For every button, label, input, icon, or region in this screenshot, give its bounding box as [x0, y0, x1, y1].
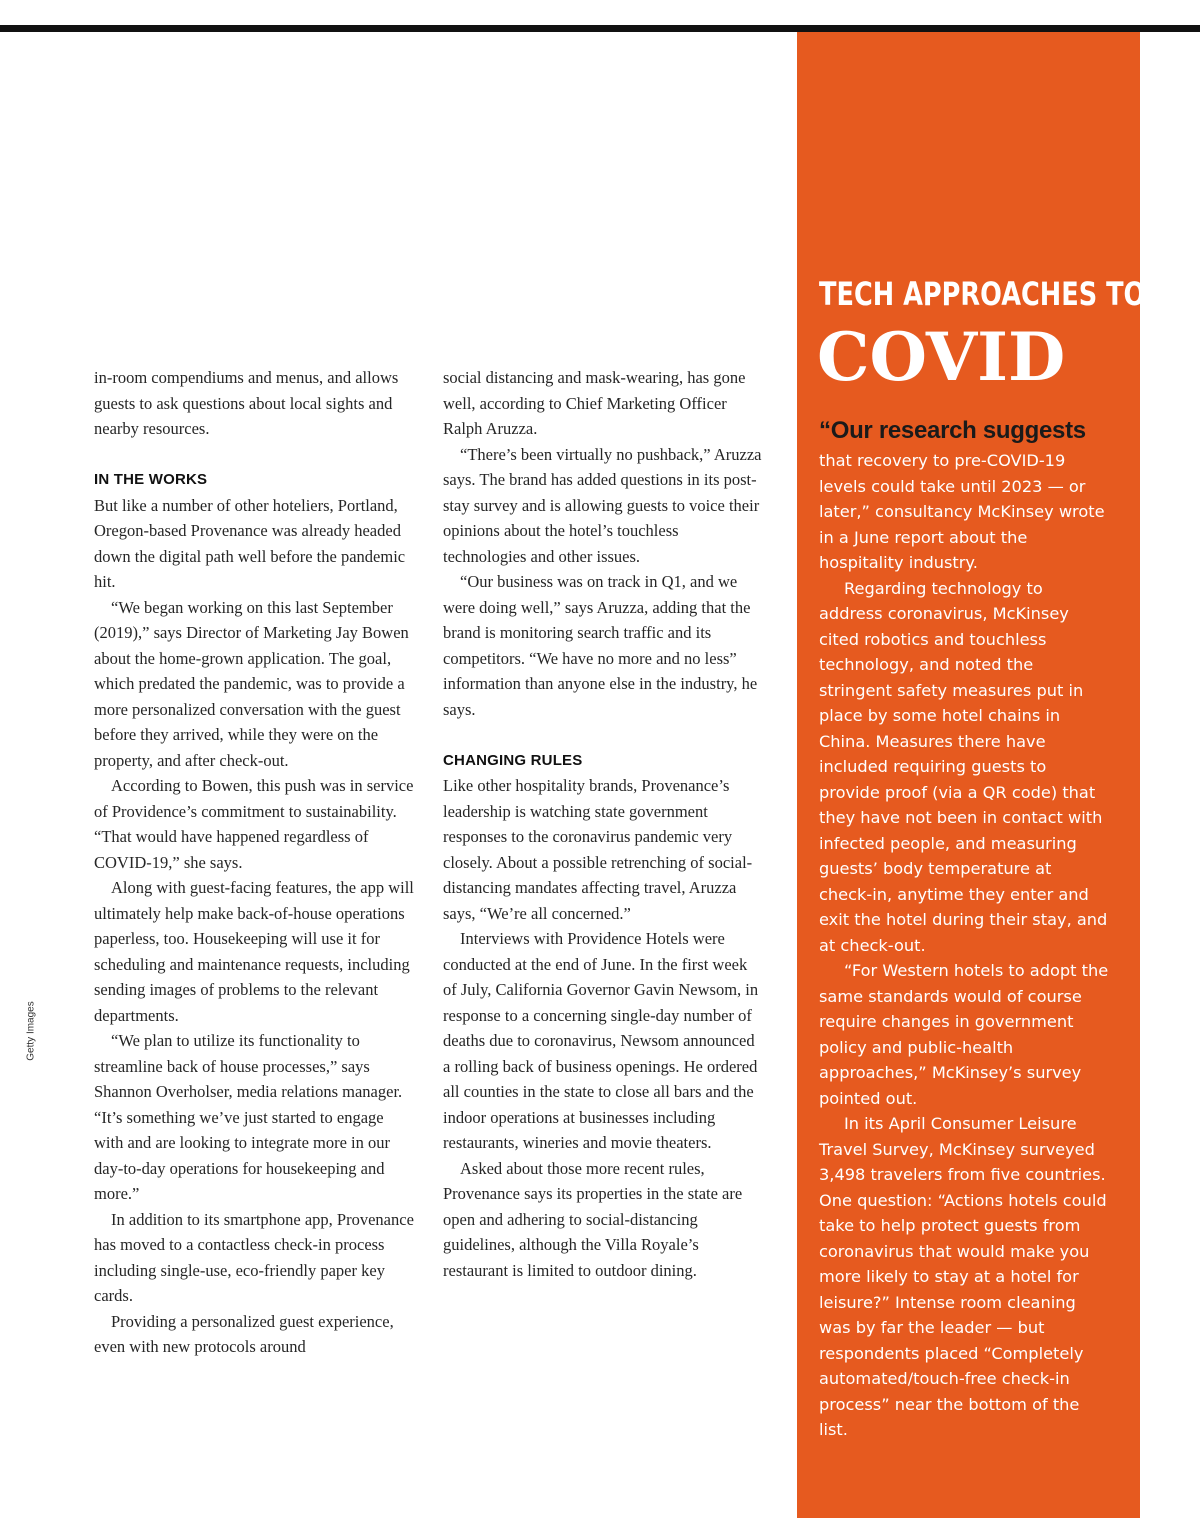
sidebar-title: COVID — [817, 318, 1066, 396]
section-heading-in-the-works: IN THE WORKS — [94, 471, 208, 488]
paragraph: Interviews with Providence Hotels were conducted at the end of June. In the first week of July, California Governor Gavin Newsom, in response to a concerning single-day number of deaths due to coronavirus, Newsom announced a rolling back of business openings. He ordered all counties in the state to close all bars and the indoor operations at businesses including restaurants, wineries and movie theaters. — [443, 929, 759, 1152]
paragraph: “We plan to utilize its functionality to streamline back of house processes,” says Shannon Overholser, media relations manager. “It’s something we’ve just started to engage with and are looking to integrate more in our day-to-day operations for housekeeping and more.” — [94, 1031, 403, 1203]
paragraph: Providing a personalized guest experience, even with new protocols around — [94, 1311, 394, 1356]
sidebar-body — [819, 414, 1109, 1443]
sidebar-kicker: TECH APPROACHES TO — [819, 275, 1146, 313]
sidebar-panel — [797, 32, 1146, 1518]
sidebar-paragraph: that recovery to pre-COVID-19 levels could take until 2023 — or later,” consultancy McKinsey wrote in a June report about the hospitality industry. — [819, 451, 1105, 572]
article-column-1 — [94, 365, 414, 1360]
paragraph: Like other hospitality brands, Provenance’s leadership is watching state government responses to the coronavirus pandemic very closely. About a possible retrenching of social-distancing mandates affecting travel, Aruzza says, “We’re all concerned.” — [443, 776, 753, 923]
sidebar-paragraph: Regarding technology to address coronavirus, McKinsey cited robotics and touchless technology, and noted the stringent safety measures put in place by some hotel chains in China. Measures there have included requiring guests to provide proof (via a QR code) that they have not been in contact with infected people, and measuring guests’ body temperature at check-in, anytime they enter and exit the hotel during their stay, and at check-out. — [819, 578, 1108, 955]
paragraph: In addition to its smartphone app, Provenance has moved to a contactless check-in process including single-use, eco-friendly paper key cards. — [94, 1209, 414, 1305]
paragraph: But like a number of other hoteliers, Portland, Oregon-based Provenance was already headed down the digital path well before the pandemic hit. — [94, 495, 406, 591]
paragraph: Along with guest-facing features, the app will ultimately help make back-of-house operations paperless, too. Housekeeping will use it for scheduling and maintenance requests, including sending images of problems to the relevant departments. — [94, 878, 414, 1025]
paragraph: “There’s been virtually no pushback,” Aruzza says. The brand has added questions in its post-stay survey and is allowing guests to voice their opinions about the hotel’s touchless technologies and other issues. — [443, 444, 762, 566]
section-heading-changing-rules: CHANGING RULES — [443, 751, 583, 769]
top-rule — [0, 25, 1200, 32]
paragraph: in-room compendiums and menus, and allows guests to ask questions about local sights and nearby resources. — [94, 368, 399, 438]
paragraph: “Our business was on track in Q1, and we were doing well,” says Aruzza, adding that the brand is monitoring search traffic and its competitors. “We have no more and no less” information than anyone else in the industry, he says. — [443, 572, 758, 719]
paragraph: Asked about those more recent rules, Provenance says its properties in the state are open and adhering to social-distancing guidelines, although the Villa Royale’s restaurant is limited to outdoor dining. — [443, 1158, 743, 1280]
paragraph: According to Bowen, this push was in service of Providence’s commitment to sustainability. “That would have happened regardless of COVID-19,” she says. — [94, 776, 414, 872]
paragraph: “We began working on this last September (2019),” says Director of Marketing Jay Bowen about the home-grown application. The goal, which predated the pandemic, was to provide a more personalized conversation with the guest before they arrived, while they were on the property, and after check-out. — [94, 597, 409, 770]
article-column-2 — [443, 365, 763, 1283]
paragraph: social distancing and mask-wearing, has gone well, according to Chief Marketing Officer Ralph Aruzza. — [443, 368, 746, 438]
sidebar-lead-quote: “Our research suggests — [819, 417, 1086, 444]
sidebar-paragraph: “For Western hotels to adopt the same standards would of course require changes in government policy and public-health approaches,” McKinsey’s survey pointed out. — [819, 961, 1109, 1108]
sidebar-paragraph: In its April Consumer Leisure Travel Survey, McKinsey surveyed 3,498 travelers from five countries. One question: “Actions hotels could take to help protect guests from coronavirus that would make you more likely to stay at a hotel for leisure?” Intense room cleaning was by far the leader — but respondents placed “Completely automated/touch-free check-in process” near the bottom of the list. — [819, 1114, 1107, 1439]
photo-credit: Getty Images — [25, 1001, 37, 1061]
